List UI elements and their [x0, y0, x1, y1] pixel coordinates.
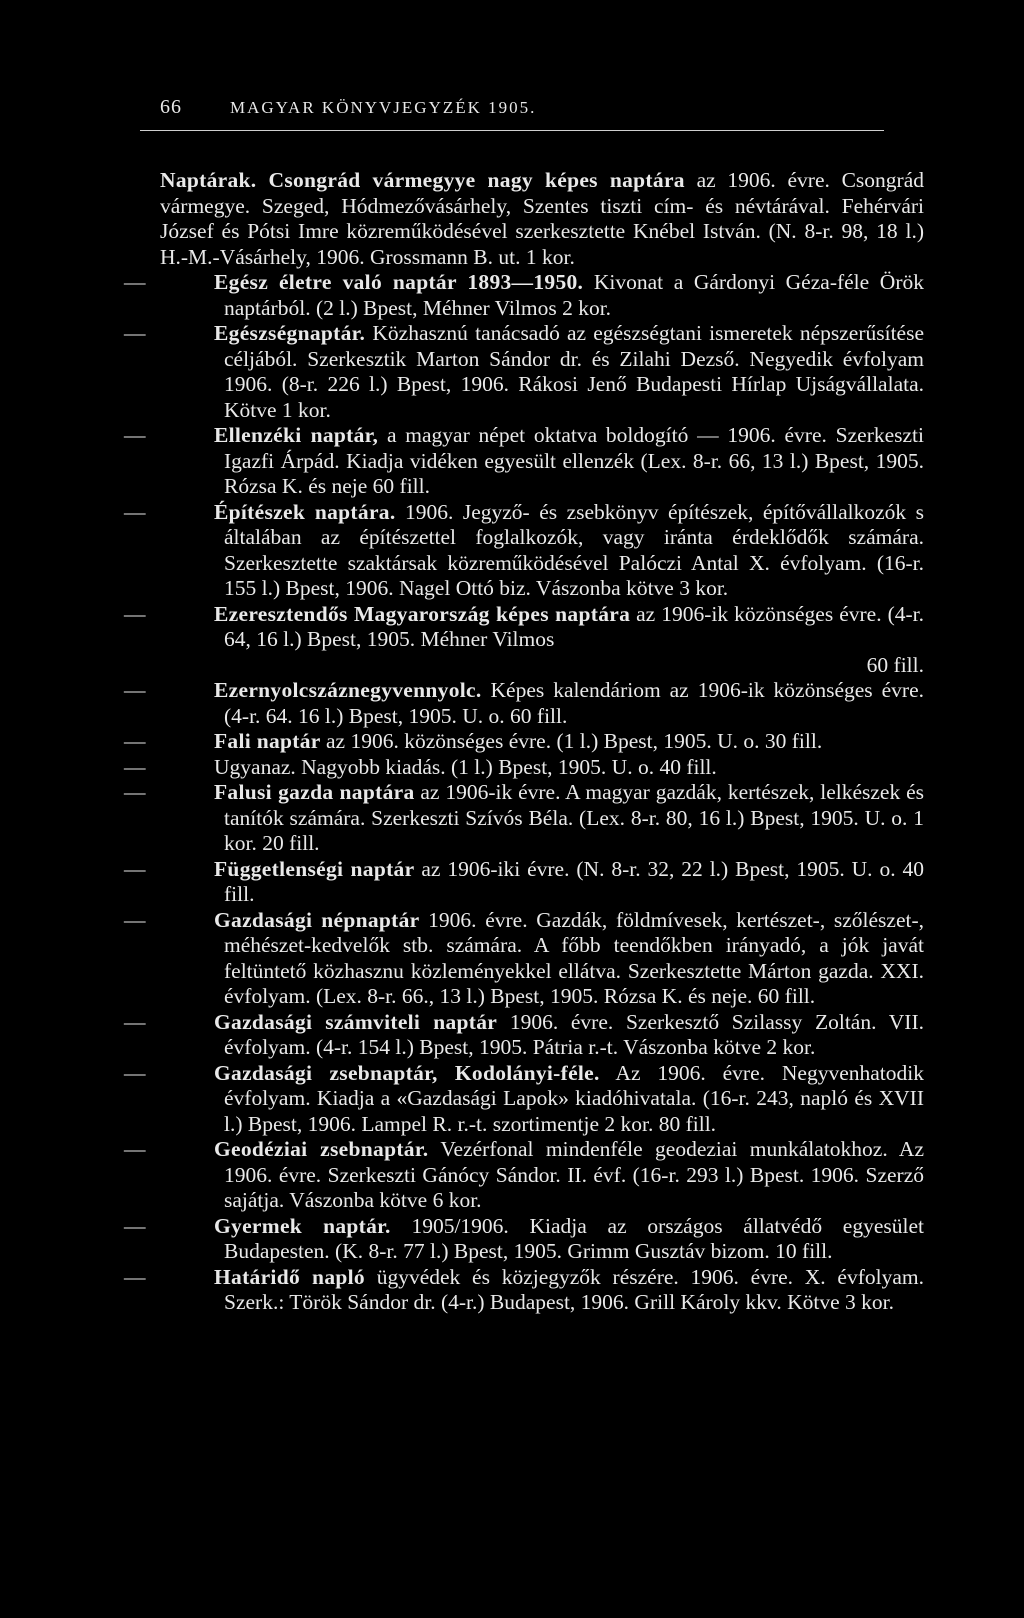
entry-body: az 1906-ik közönséges évre. (4-r. 64, 16 l.) Bpest, 1905. Méhner Vilmos	[224, 601, 924, 651]
entry-dash: —	[124, 1137, 146, 1161]
entry-heading: Egész életre való naptár 1893—1950.	[214, 270, 584, 294]
entry-heading: Építészek naptára.	[214, 499, 396, 524]
entry-body: az 1906. közönséges évre. (1 l.) Bpest, 1905. U. o. 30 fill.	[320, 729, 823, 753]
entry-body: 1906. évre. Gazdák, földmívesek, kertészet-, szőlészet-, méhészet-kedvelők stb. számára. A főbb teendőkben irányadó, a jók javát feltüntető közhasznu közleményekkel ellátva. Szerkesztette Márton gazda. XXI. évfolyam. (Lex. 8-r. 66., 13 l.) Bpest, 1905. Rózsa K. és neje. 60 fill.	[224, 907, 925, 1008]
entry-dash: —	[124, 1060, 146, 1085]
entry-heading: Gazdasági zsebnaptár, Kodolányi-féle.	[214, 1060, 600, 1085]
entry-dash: —	[124, 678, 146, 702]
header-rule	[140, 130, 884, 131]
entry-heading: Egészségnaptár.	[214, 321, 366, 345]
bibliography-entry	[124, 856, 924, 908]
page-header	[160, 96, 924, 126]
entry-heading: Határidő napló	[214, 1264, 365, 1289]
entry-dash: —	[124, 754, 146, 779]
entry-body: Vezérfonal mindenféle geodeziai munkálatokhoz. Az 1906. évre. Szerkeszti Gánócy Sándor. II. évf. (16-r. 293 l.) Bpest. 1906. Szerző sajátja. Vászonba kötve 6 kor.	[224, 1137, 924, 1212]
entry-body: Ugyanaz. Nagyobb kiadás. (1 l.) Bpest, 1905. U. o. 40 fill.	[214, 754, 717, 779]
entry-list	[124, 168, 925, 1316]
entry-price: 60 fill.	[866, 652, 924, 677]
entry-body: az 1906-iki évre. (N. 8-r. 32, 22 l.) Bpest, 1905. U. o. 40 fill.	[224, 856, 924, 906]
entry-heading: Geodéziai zsebnaptár.	[214, 1137, 429, 1161]
bibliography-entry	[124, 1009, 924, 1061]
bibliography-entry	[124, 1264, 924, 1316]
entry-dash: —	[124, 856, 146, 881]
bibliography-entry	[124, 678, 924, 729]
bibliography-entry	[124, 1213, 924, 1265]
bibliography-entry	[124, 729, 924, 755]
running-title: MAGYAR KÖNYVJEGYZÉK 1905.	[230, 98, 537, 117]
entry-body: ügyvédek és közjegyzők részére. 1906. évre. X. évfolyam. Szerk.: Török Sándor dr. (4-r.) Budapest, 1906. Grill Károly kkv. Kötve 3 kor.	[224, 1264, 924, 1314]
entry-dash: —	[124, 321, 146, 345]
entry-dash: —	[124, 423, 146, 447]
entry-heading: Gazdasági számviteli naptár	[214, 1009, 498, 1034]
entry-dash: —	[124, 1009, 146, 1034]
entry-body: a magyar népet oktatva boldogító — 1906. évre. Szerkeszti Igazfi Árpád. Kiadja vidéken egyesült ellenzék (Lex. 8-r. 66, 13 l.) Bpest, 1905. Rózsa K. és neje 60 fill.	[224, 423, 925, 498]
entry-heading: Falusi gazda naptára	[214, 780, 415, 804]
bibliography-entry	[124, 321, 924, 423]
entry-heading: Ellenzéki naptár,	[214, 423, 379, 447]
entry-heading: Fali naptár	[214, 729, 321, 753]
bibliography-entry	[160, 168, 924, 270]
entry-heading: Naptárak. Csongrád vármegyye nagy képes naptára	[160, 168, 685, 192]
entry-heading: Ezeresztendős Magyarország képes naptára	[214, 601, 631, 626]
bibliography-entry	[124, 270, 924, 321]
bibliography-entry	[124, 601, 924, 679]
entry-body: 1905/1906. Kiadja az országos állatvédő egyesület Budapesten. (K. 8-r. 77 l.) Bpest, 1905. Grimm Gusztáv bizom. 10 fill.	[224, 1213, 924, 1263]
entry-body: Közhasznú tanácsadó az egészségtani ismeretek népszerűsítése céljából. Szerkesztik Marton Sándor dr. és Zilahi Dezső. Negyedik évfolyam 1906. (8-r. 226 l.) Bpest, 1906. Rákosi Jenő Budapesti Hírlap Ujságvállalata. Kötve 1 kor.	[224, 321, 924, 422]
entry-dash: —	[124, 1213, 146, 1238]
entry-dash: —	[124, 1264, 146, 1289]
entry-body: 1906. Jegyző- és zsebkönyv építészek, építővállalkozók s általában az építészettel foglalkozók, vagy iránta érdeklődők számára. Szerkesztette szaktársak közreműködésével Palóczi Antal X. évfolyam. (16-r. 155 l.) Bpest, 1906. Nagel Ottó biz. Vászonba kötve 3 kor.	[224, 499, 924, 600]
entry-body: az 1906. évre. Csongrád vármegye. Szeged, Hódmezővásárhely, Szentes tiszti cím- és névtárával. Fehérvári József és Pótsi Imre közreműködésével szerkesztette Knébel István. (N. 8-r. 98, 18 l.) H.-M.-Vásárhely, 1906. Grossmann B. ut. 1 kor.	[160, 168, 924, 269]
entry-dash: —	[124, 729, 146, 753]
entry-dash: —	[124, 270, 146, 294]
entry-heading: Függetlenségi naptár	[214, 856, 415, 881]
entry-body: 1906. évre. Szerkesztő Szilassy Zoltán. VII. évfolyam. (4-r. 154 l.) Bpest, 1905. Pátria r.-t. Vászonba kötve 2 kor.	[224, 1009, 924, 1059]
bibliography-entry	[124, 499, 924, 602]
bibliography-entry	[124, 754, 924, 781]
entry-body: Kivonat a Gárdonyi Géza-féle Örök naptárból. (2 l.) Bpest, Méhner Vilmos 2 kor.	[224, 270, 924, 320]
bibliography-entry	[124, 1060, 925, 1138]
entry-heading: Gazdasági népnaptár	[214, 907, 420, 932]
entry-dash: —	[124, 780, 146, 804]
entry-heading: Gyermek naptár.	[214, 1213, 391, 1238]
entry-dash: —	[124, 499, 146, 524]
bibliography-entry	[124, 1137, 924, 1214]
page-number: 66	[160, 96, 182, 118]
entry-body: Az 1906. évre. Negyvenhatodik évfolyam. Kiadja a «Gazdasági Lapok» kiadóhivatala. (16-r. 243, napló és XVII l.) Bpest, 1906. Lampel R. r.-t. szortimentje 2 kor. 80 fill.	[224, 1060, 925, 1136]
entry-dash: —	[124, 907, 146, 932]
bibliography-entry	[124, 423, 925, 500]
entry-heading: Ezernyolcszáznegyvennyolc.	[214, 678, 482, 702]
entry-body: Képes kalendáriom az 1906-ik közönséges évre. (4-r. 64. 16 l.) Bpest, 1905. U. o. 60 fill.	[224, 678, 924, 728]
bibliography-entry	[124, 907, 925, 1010]
entry-dash: —	[124, 601, 146, 626]
bibliography-entry	[124, 780, 924, 857]
entry-body: az 1906-ik évre. A magyar gazdák, kertészek, lelkészek és tanítók számára. Szerkeszti Szívós Béla. (Lex. 8-r. 80, 16 l.) Bpest, 1905. U. o. 1 kor. 20 fill.	[224, 780, 924, 855]
